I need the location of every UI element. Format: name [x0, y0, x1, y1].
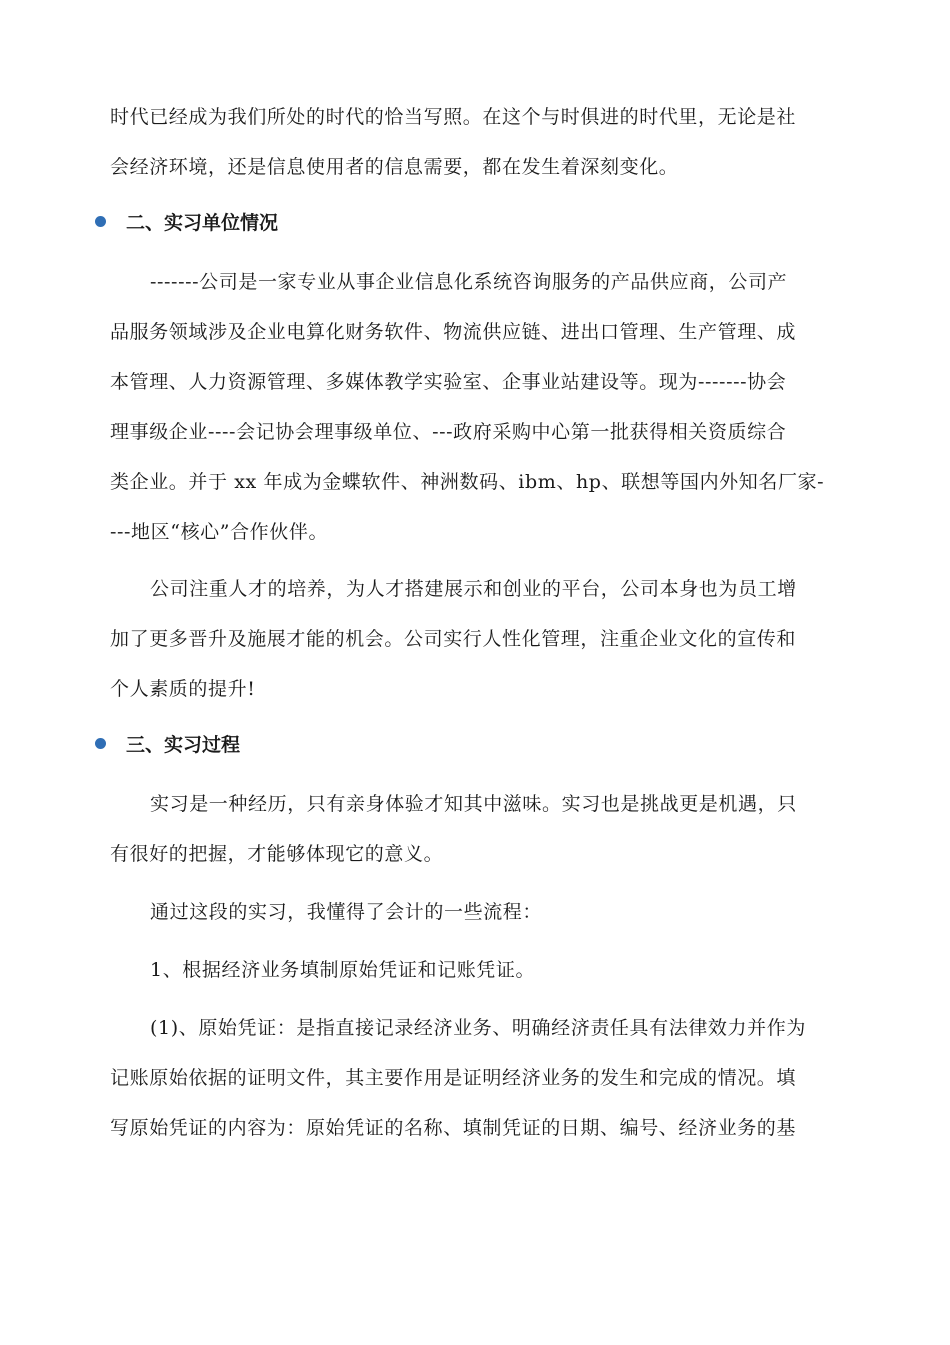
bullet-icon: [95, 738, 106, 749]
paragraph-line: 会经济环境，还是信息使用者的信息需要，都在发生着深刻变化。: [110, 156, 679, 178]
paragraph-line: 加了更多晋升及施展才能的机会。公司实行人性化管理，注重企业文化的宣传和: [110, 628, 797, 650]
paragraph-line: 通过这段的实习，我懂得了会计的一些流程：: [150, 901, 543, 923]
paragraph-line: 公司注重人才的培养，为人才搭建展示和创业的平台，公司本身也为员工增: [150, 578, 797, 600]
paragraph-line: 类企业。并于 xx 年成为金蝶软件、神洲数码、ibm、hp、联想等国内外知名厂家-: [110, 471, 825, 493]
paragraph-line: 本管理、人力资源管理、多媒体教学实验室、企事业站建设等。现为-------协会: [110, 371, 787, 393]
paragraph-line: 理事级企业----会记协会理事级单位、---政府采购中心第一批获得相关资质综合: [110, 421, 787, 443]
bullet-icon: [95, 216, 106, 227]
paragraph-line: -------公司是一家专业从事企业信息化系统咨询服务的产品供应商，公司产: [150, 271, 788, 293]
paragraph-line: 有很好的把握，才能够体现它的意义。: [110, 843, 444, 865]
paragraph-line: ---地区“核心”合作伙伴。: [110, 521, 329, 543]
paragraph-line: 时代已经成为我们所处的时代的恰当写照。在这个与时俱进的时代里，无论是社: [110, 106, 797, 128]
paragraph-line: 1、根据经济业务填制原始凭证和记账凭证。: [150, 959, 536, 981]
paragraph-line: 实习是一种经历，只有亲身体验才知其中滋味。实习也是挑战更是机遇，只: [150, 793, 797, 815]
section-heading-label: 二、实习单位情况: [126, 212, 279, 234]
paragraph-line: 记账原始依据的证明文件，其主要作用是证明经济业务的发生和完成的情况。填: [110, 1067, 797, 1089]
paragraph-line: (1)、原始凭证：是指直接记录经济业务、明确经济责任具有法律效力并作为: [150, 1017, 806, 1039]
paragraph-line: 个人素质的提升!: [110, 678, 256, 700]
section-heading-internship-unit: [95, 209, 278, 237]
paragraph-line: 品服务领域涉及企业电算化财务软件、物流供应链、进出口管理、生产管理、成: [110, 321, 797, 343]
paragraph-line: 写原始凭证的内容为：原始凭证的名称、填制凭证的日期、编号、经济业务的基: [110, 1117, 797, 1139]
section-heading-internship-process: [95, 731, 240, 759]
section-heading-label: 三、实习过程: [126, 734, 241, 756]
